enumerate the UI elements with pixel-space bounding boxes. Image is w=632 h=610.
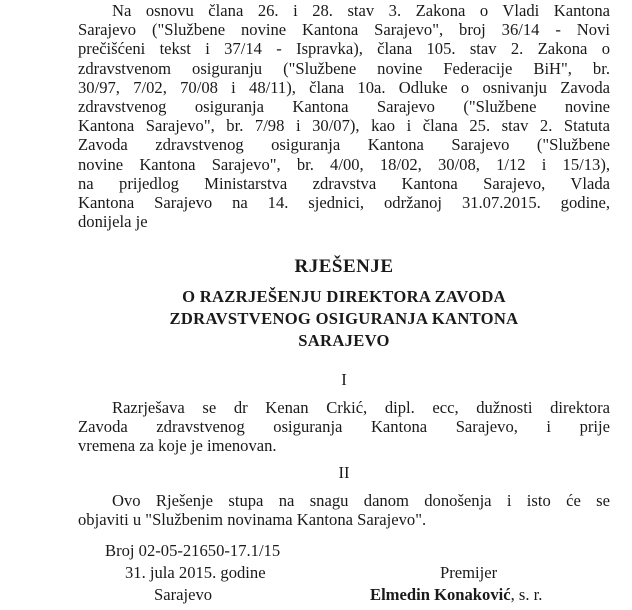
document-date: 31. jula 2015. godine: [125, 563, 266, 582]
section-number-2: II: [338, 463, 350, 482]
preamble-line: prečišćeni tekst i 37/14 - Ispravka), člana 105. stav 2. Zakona o: [78, 39, 610, 59]
section-1-line: Razrješava se dr Kenan Crkić, dipl. ecc, dužnosti direktora: [112, 398, 610, 417]
subtitle-line: O RAZRJEŠENJU DIREKTORA ZAVODA: [182, 287, 506, 306]
preamble-line: 30/97, 7/02, 70/08 i 48/11), člana 10a. Odluke o osnivanju Zavoda: [78, 77, 610, 97]
preamble-line: zdravstvenog osiguranja Kantona Sarajevo ("Službene novine: [78, 97, 610, 117]
signatory: [370, 585, 542, 604]
section-2-paragraph: [78, 491, 610, 529]
section-1-line: vremena za koje je imenovan.: [78, 436, 277, 456]
preamble-line: na prijedlog Ministarstva zdravstva Kantona Sarajevo, Vlada: [78, 173, 610, 193]
preamble-line: novine Kantona Sarajevo", br. 4/00, 18/02, 30/08, 1/12 i 15/13),: [78, 154, 610, 174]
preamble-line: Kantona Sarajevo", br. 7/98 i 30/07), kao i člana 25. stav 2. Statuta: [78, 116, 610, 136]
subtitle-line: ZDRAVSTVENOG OSIGURANJA KANTONA: [169, 309, 519, 328]
preamble-line: Kantona Sarajevo na 14. sjednici, održanoj 31.07.2015. godine,: [78, 193, 610, 213]
subtitle-line: SARAJEVO: [298, 331, 390, 350]
preamble-line: Na osnovu člana 26. i 28. stav 3. Zakona o Vladi Kantona: [112, 1, 610, 20]
preamble-line: Sarajevo ("Službene novine Kantona Sarajevo", broj 36/14 - Novi: [78, 20, 610, 40]
section-1-paragraph: [78, 398, 610, 456]
section-2-line: objaviti u "Službenim novinama Kantona Sarajevo".: [78, 510, 427, 530]
preamble-line: donijela je: [78, 212, 148, 232]
signatory-role: Premijer: [440, 563, 498, 582]
preamble-paragraph: [78, 1, 610, 231]
document-place: Sarajevo: [154, 585, 213, 604]
document-subtitle: [78, 286, 610, 352]
preamble-line: zdravstvenom osiguranju ("Službene novine Federacije BiH", br.: [78, 58, 610, 78]
document-title: RJEŠENJE: [294, 256, 394, 277]
section-2-line: Ovo Rješenje stupa na snagu danom donošenja i isto će se: [112, 491, 610, 510]
signatory-suffix: , s. r.: [510, 585, 543, 604]
signatory-name: Elmedin Konaković: [370, 585, 511, 604]
section-1-line: Zavoda zdravstvenog osiguranja Kantona Sarajevo, i prije: [78, 417, 610, 437]
preamble-line: Zavoda zdravstvenog osiguranja Kantona Sarajevo ("Službene: [78, 135, 610, 155]
document-number: Broj 02-05-21650-17.1/15: [105, 541, 281, 560]
section-number-1: I: [341, 370, 347, 389]
